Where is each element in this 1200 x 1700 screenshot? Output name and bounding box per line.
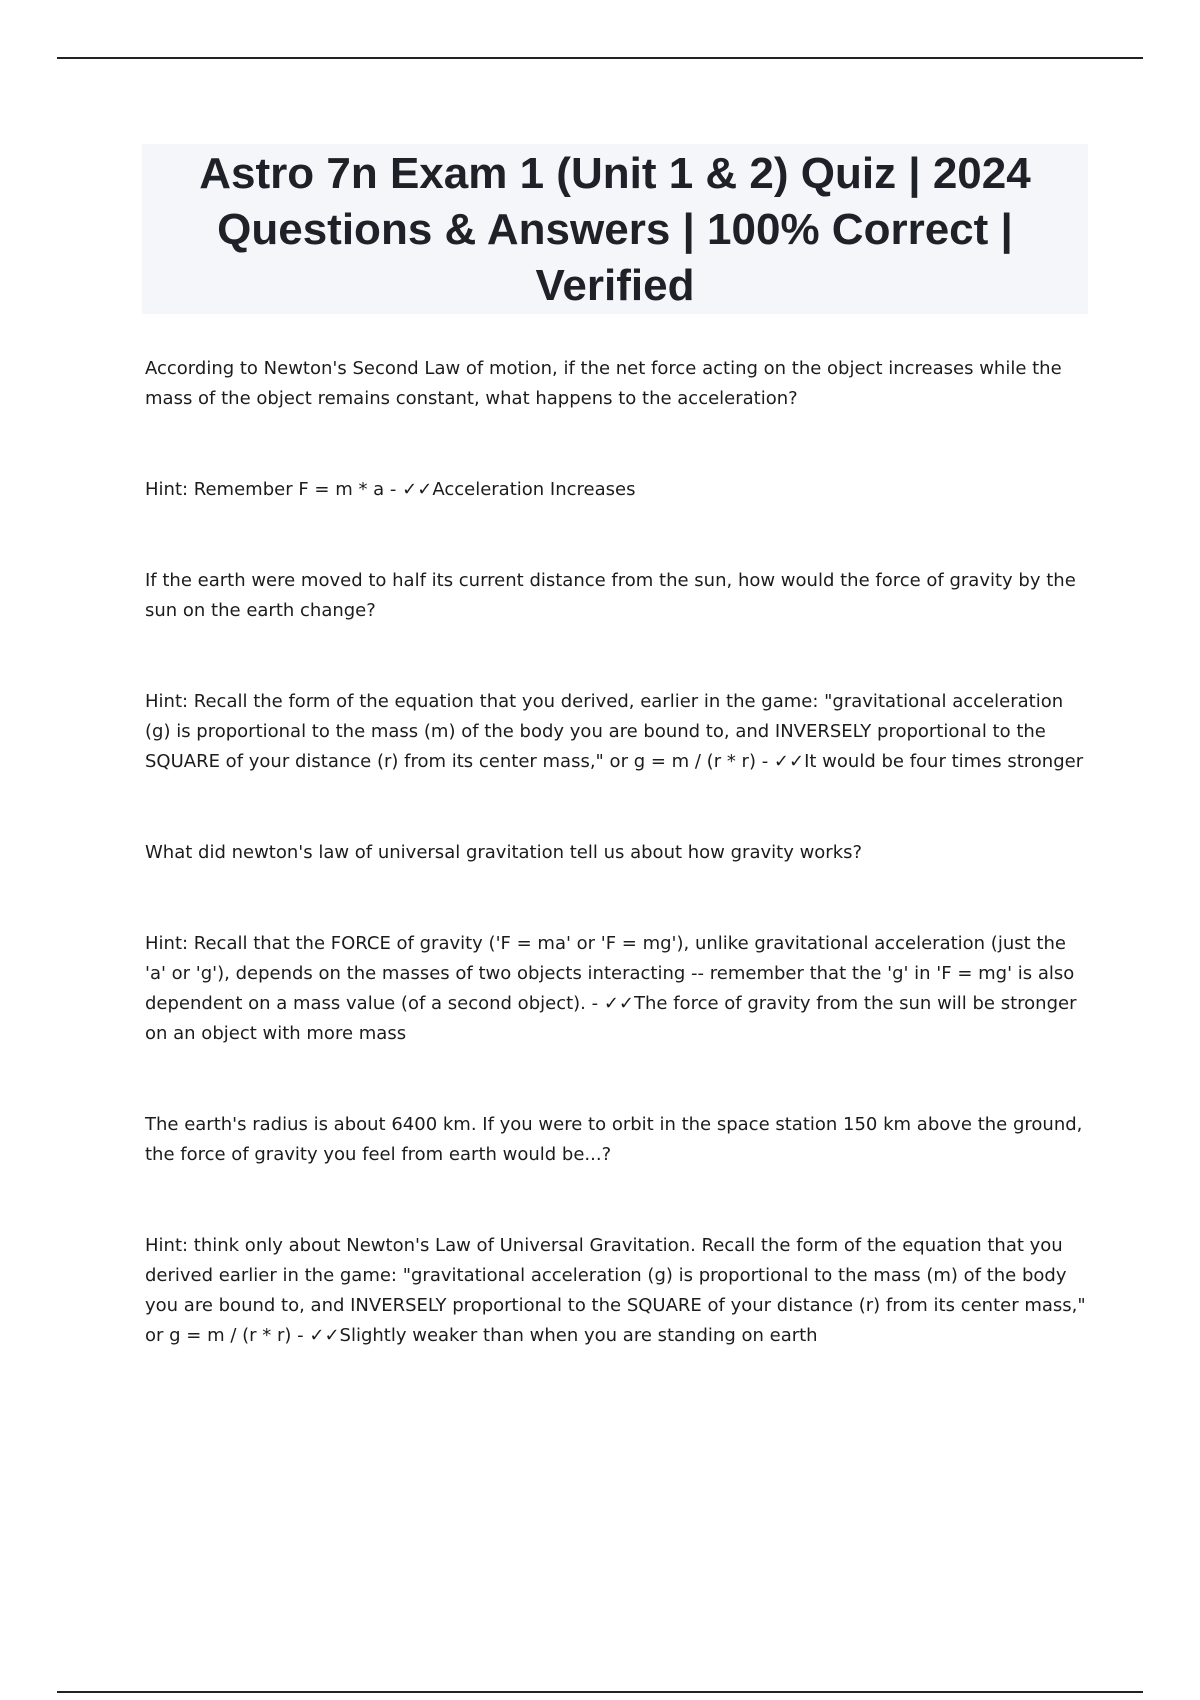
question-text: According to Newton's Second Law of motion, if the net force acting on the object increases while the mass of the object remains constant, what happens to the acceleration? xyxy=(145,358,1062,409)
hint-text: Hint: Recall that the FORCE of gravity ('F = ma' or 'F = mg'), unlike gravitational acceleration (just the 'a' or 'g'), depends on the masses of two objects interacting -- remember that the 'g' in 'F = mg' is also dependent on a mass value (of a second object). - xyxy=(145,933,1075,1014)
checkmark-icon: ✓✓ xyxy=(309,1325,340,1346)
question-text: What did newton's law of universal gravitation tell us about how gravity works? xyxy=(145,842,863,863)
title-banner xyxy=(142,144,1088,314)
question-text: If the earth were moved to half its current distance from the sun, how would the force of gravity by the sun on the earth change? xyxy=(145,570,1076,621)
hint-text: Hint: Recall the form of the equation that you derived, earlier in the game: "gravitational acceleration (g) is proportional to the mass (m) of the body you are bound to, and INVERSELY proportional to the SQUARE of your distance (r) from its center mass," or g = m / (r * r) - xyxy=(145,691,1064,772)
checkmark-icon: ✓✓ xyxy=(603,993,635,1014)
hint-answer xyxy=(145,475,1091,505)
qa-list xyxy=(145,354,1091,1412)
hint-text: Hint: think only about Newton's Law of Universal Gravitation. Recall the form of the equation that you derived earlier in the game: "gravitational acceleration (g) is proportional to the mass (m) of the body you are bound to, and INVERSELY proportional to the SQUARE of your distance (r) from its center mass," or g = m / (r * r) - xyxy=(145,1235,1086,1346)
checkmark-icon: ✓✓ xyxy=(402,479,433,500)
answer-text: Slightly weaker than when you are standing on earth xyxy=(339,1325,818,1346)
hint-answer xyxy=(145,1231,1091,1351)
hint-answer xyxy=(145,687,1091,777)
top-divider xyxy=(57,57,1143,59)
document-title: Astro 7n Exam 1 (Unit 1 & 2) Quiz | 2024 Questions & Answers | 100% Correct | Verified xyxy=(199,149,1031,310)
question-text: The earth's radius is about 6400 km. If you were to orbit in the space station 150 km above the ground, the force of gravity you feel from earth would be...? xyxy=(145,1114,1083,1165)
checkmark-icon: ✓✓ xyxy=(773,751,805,772)
hint-text: Hint: Remember F = m * a - xyxy=(145,479,403,500)
answer-text: The force of gravity from the sun will be stronger on an object with more mass xyxy=(145,993,1077,1044)
bottom-divider xyxy=(57,1691,1143,1693)
hint-answer xyxy=(145,929,1091,1049)
answer-text: It would be four times stronger xyxy=(804,751,1084,772)
answer-text: Acceleration Increases xyxy=(432,479,636,500)
